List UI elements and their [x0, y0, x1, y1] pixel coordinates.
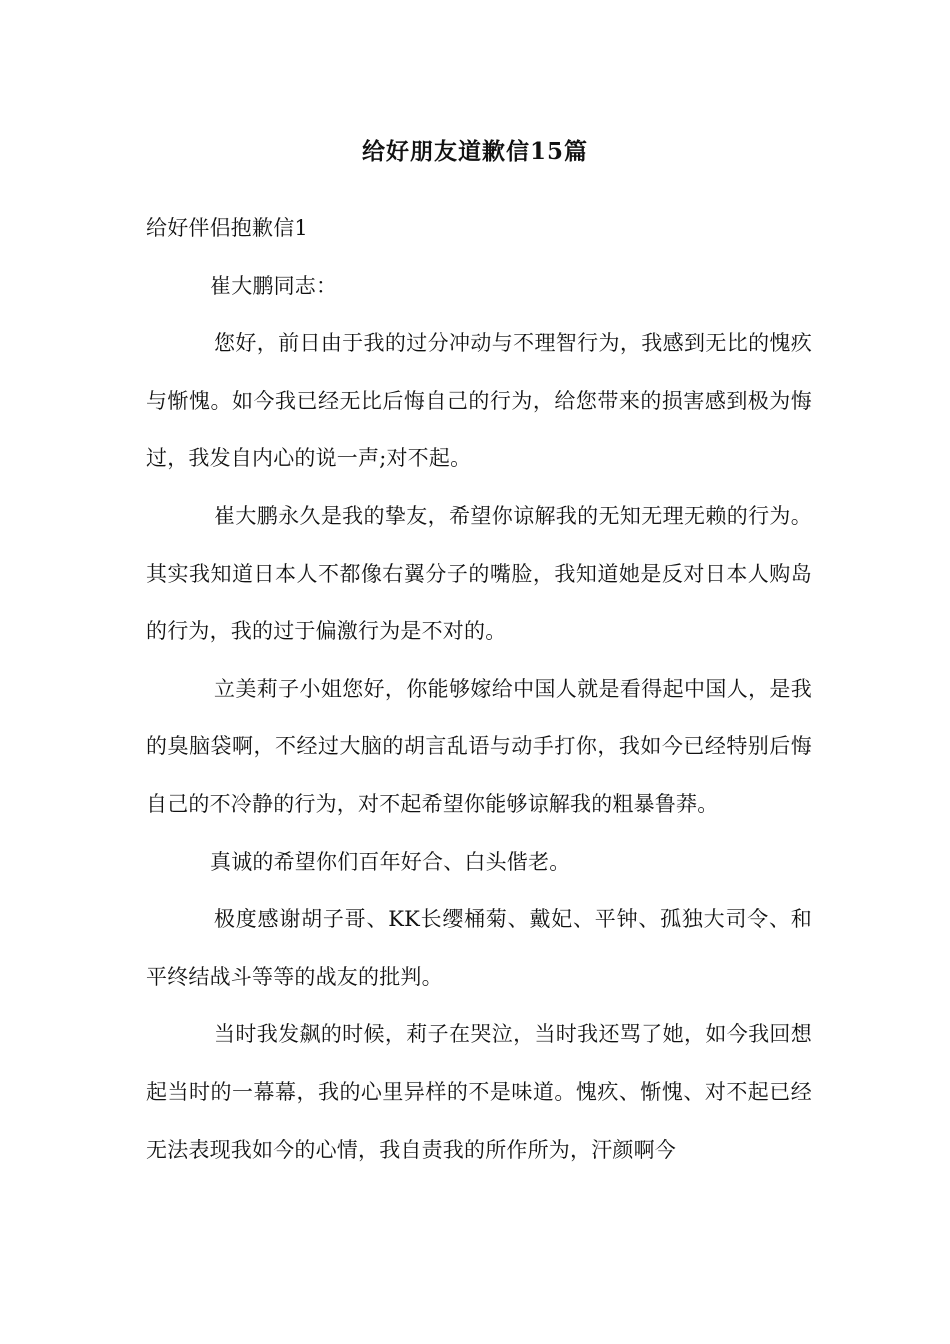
- paragraph-6: 当时我发飙的时候，莉子在哭泣，当时我还骂了她，如今我回想起当时的一幕幕，我的心里异样的不是味道。愧疚、惭愧、对不起已经无法表现我如今的心情，我自责我的所作所为，汗颜啊今: [146, 1022, 812, 1162]
- paragraph-4: 真诚的希望你们百年好合、白头偕老。: [210, 849, 571, 874]
- paragraph-5: 极度感谢胡子哥、KK长缨桶菊、戴妃、平钟、孤独大司令、和平终结战斗等等的战友的批判。: [146, 907, 812, 989]
- letter-salutation: 崔大鹏同志：: [210, 273, 338, 298]
- paragraph-1: 您好，前日由于我的过分冲动与不理智行为，我感到无比的愧疚与惭愧。如今我已经无比后悔自己的行为，给您带来的损害感到极为悔过，我发自内心的说一声;对不起。: [146, 331, 812, 471]
- paragraph-3: 立美莉子小姐您好，你能够嫁给中国人就是看得起中国人，是我的臭脑袋啊，不经过大脑的胡言乱语与动手打你，我如今已经特别后悔自己的不冷静的行为，对不起希望你能够谅解我的粗暴鲁莽。: [146, 676, 812, 816]
- document-title: 给好朋友道歉信15篇: [361, 138, 588, 165]
- letter-subtitle: 给好伴侣抱歉信1: [146, 216, 308, 240]
- paragraph-2: 崔大鹏永久是我的挚友，希望你谅解我的无知无理无赖的行为。其实我知道日本人不都像右翼分子的嘴脸，我知道她是反对日本人购岛的行为，我的过于偏激行为是不对的。: [146, 503, 812, 644]
- document-body: [146, 200, 812, 1179]
